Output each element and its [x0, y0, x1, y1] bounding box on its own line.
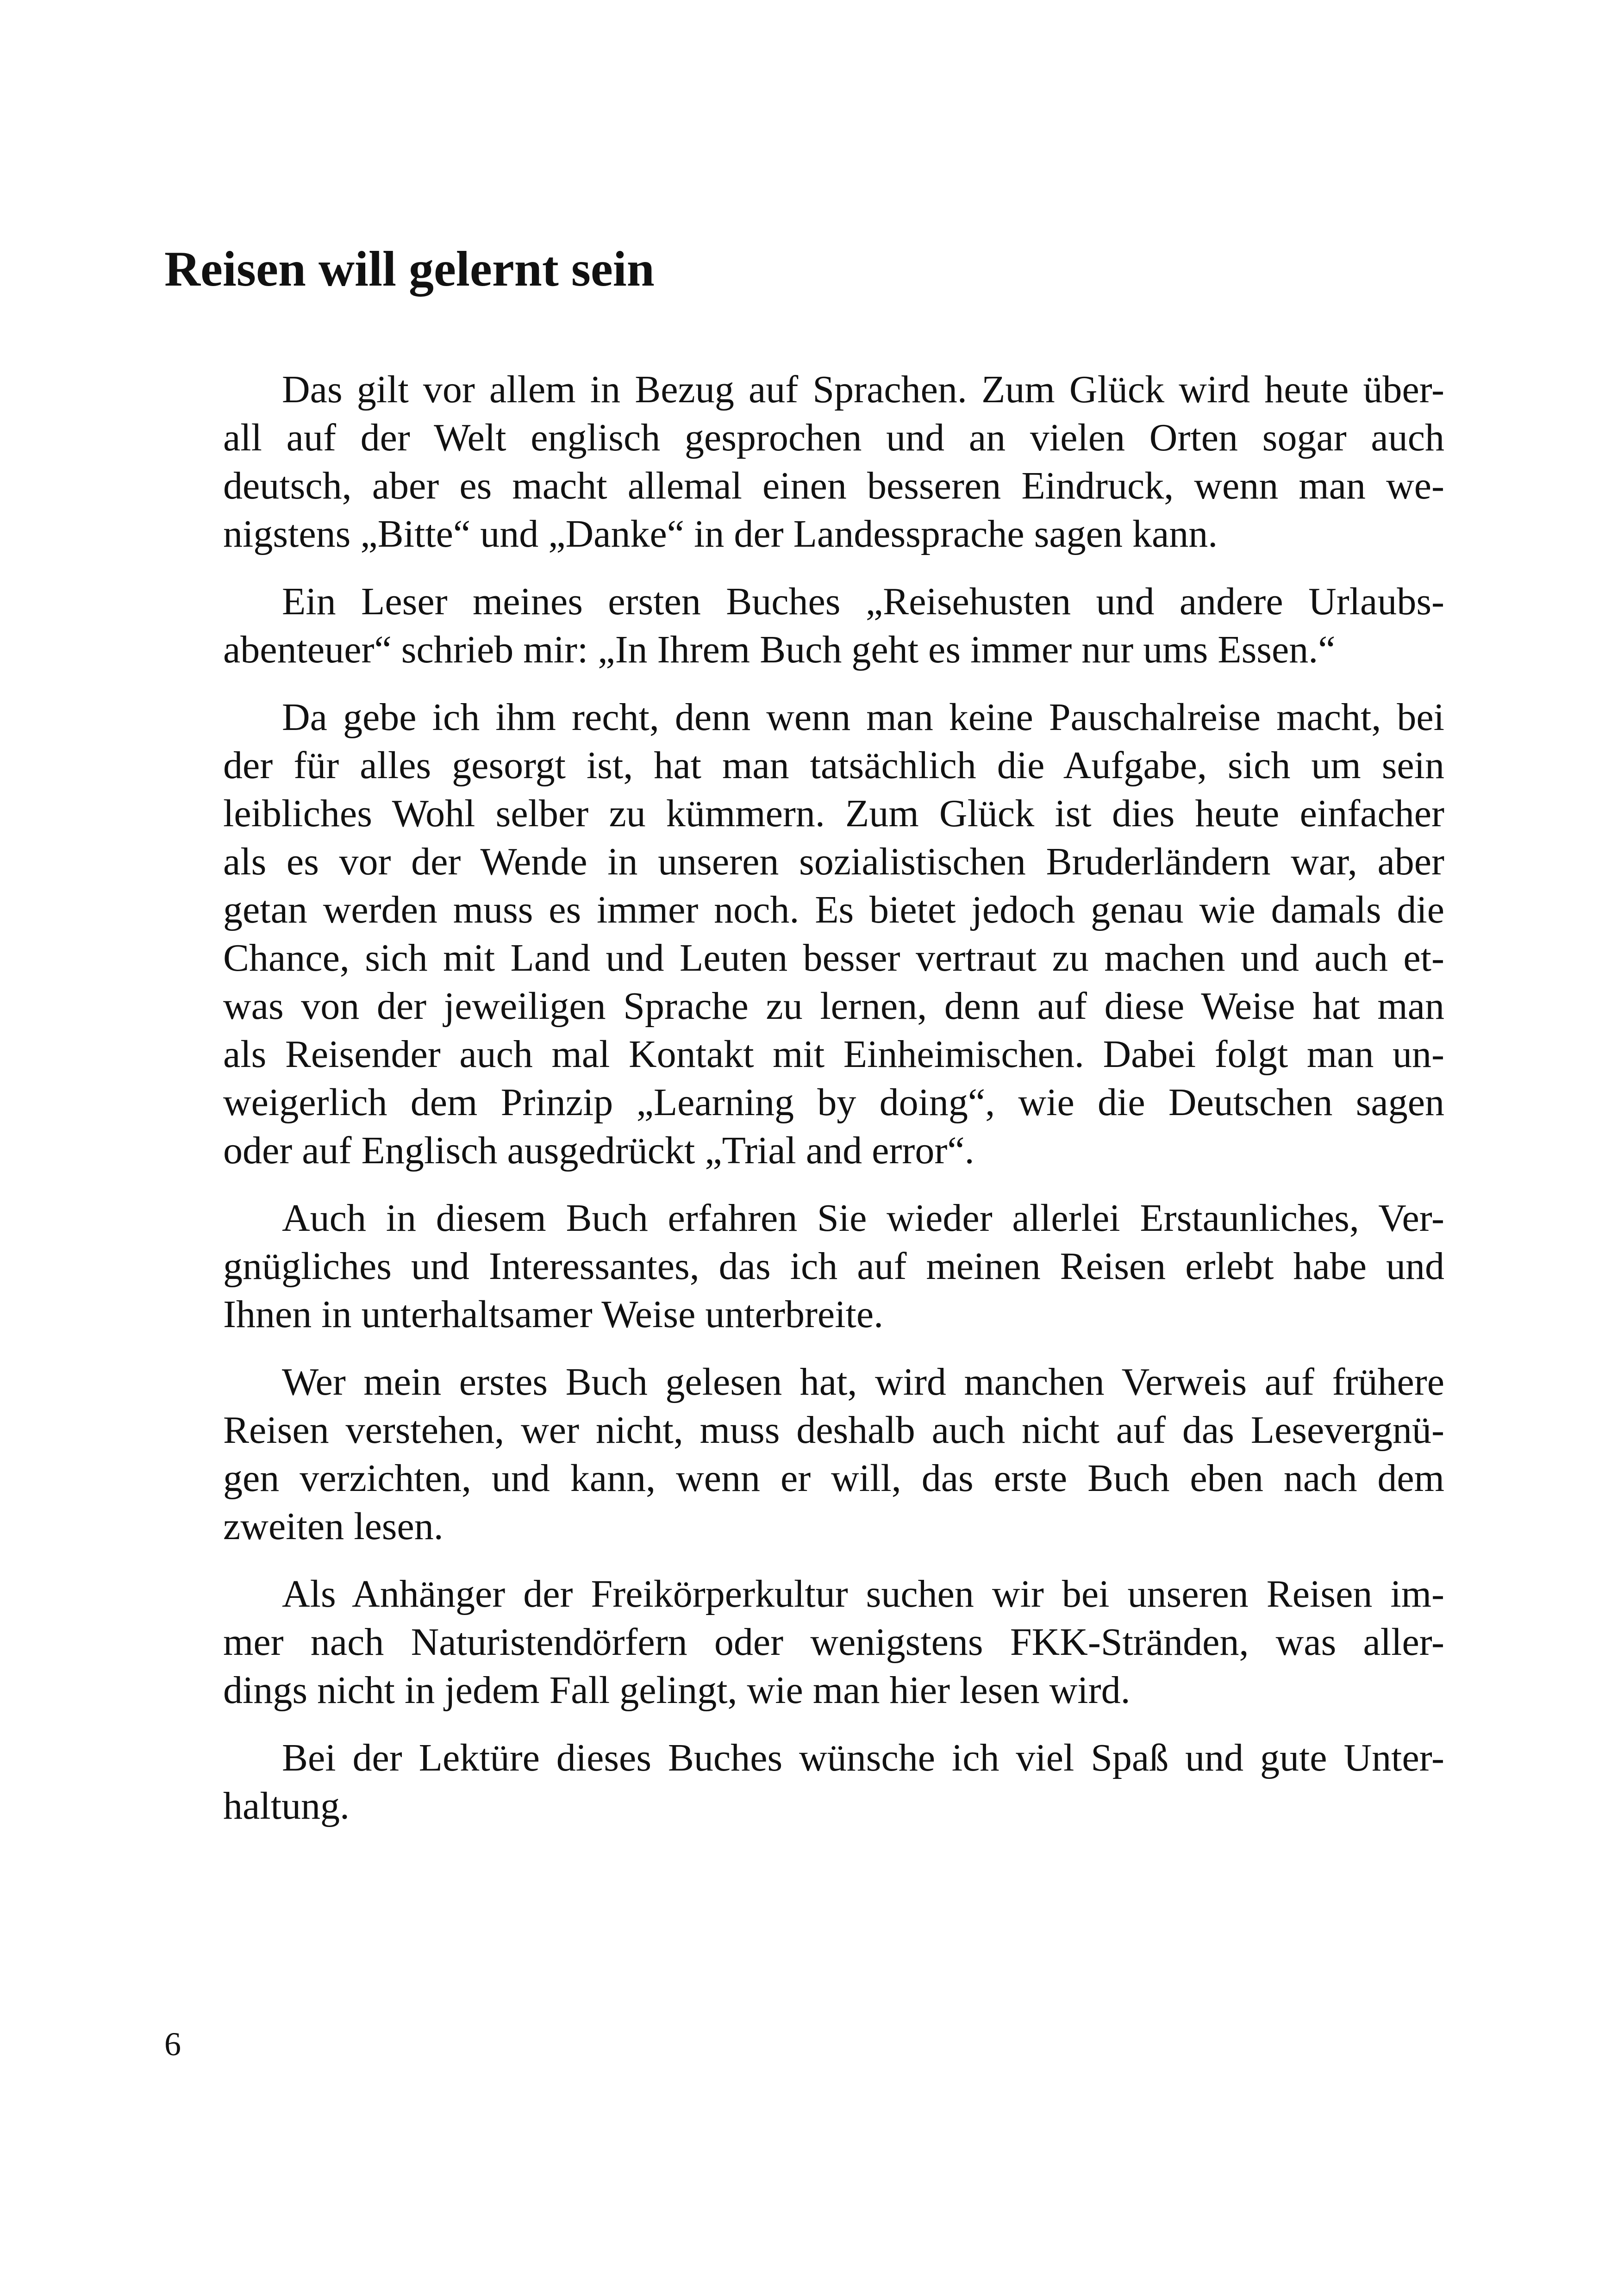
- text-line: der für alles gesorgt ist, hat man tatsächlich die Aufgabe, sich um sein: [223, 744, 1444, 787]
- text-line: Da gebe ich ihm recht, denn wenn man keine Pauschalreise macht, bei: [282, 696, 1444, 739]
- chapter-body: [164, 366, 1444, 1850]
- text-line: getan werden muss es immer noch. Es bietet jedoch genau wie damals die: [223, 888, 1444, 931]
- paragraph-7: [164, 1734, 1444, 1830]
- text-line: deutsch, aber es macht allemal einen besseren Eindruck, wenn man we-: [223, 464, 1444, 507]
- text-line: dings nicht in jedem Fall gelingt, wie man hier lesen wird.: [223, 1669, 1131, 1712]
- text-line: gnügliches und Interessantes, das ich auf meinen Reisen erlebt habe und: [223, 1245, 1444, 1288]
- text-line: mer nach Naturistendörfern oder wenigstens FKK-Stränden, was aller-: [223, 1621, 1444, 1664]
- text-line: Chance, sich mit Land und Leuten besser vertraut zu machen und auch et-: [223, 936, 1444, 979]
- paragraph-6: [164, 1570, 1444, 1715]
- text-line: als es vor der Wende in unseren sozialistischen Bruderländern war, aber: [223, 840, 1444, 883]
- text-line: haltung.: [223, 1784, 350, 1827]
- text-line: nigstens „Bitte“ und „Danke“ in der Landessprache sagen kann.: [223, 512, 1218, 555]
- paragraph-5: [164, 1358, 1444, 1551]
- text-line: was von der jeweiligen Sprache zu lernen, denn auf diese Weise hat man: [223, 985, 1444, 1028]
- text-line: Reisen verstehen, wer nicht, muss deshalb auch nicht auf das Lesevergnü-: [223, 1409, 1444, 1452]
- text-line: abenteuer“ schrieb mir: „In Ihrem Buch geht es immer nur ums Essen.“: [223, 628, 1336, 671]
- text-line: weigerlich dem Prinzip „Learning by doing“, wie die Deutschen sagen: [223, 1081, 1444, 1124]
- paragraph-2: [164, 578, 1444, 674]
- paragraph-3: [164, 693, 1444, 1175]
- text-line: Das gilt vor allem in Bezug auf Sprachen. Zum Glück wird heute über-: [282, 368, 1444, 411]
- text-line: Ein Leser meines ersten Buches „Reisehusten und andere Urlaubs-: [282, 580, 1444, 623]
- text-line: leibliches Wohl selber zu kümmern. Zum Glück ist dies heute einfacher: [223, 792, 1444, 835]
- text-line: als Reisender auch mal Kontakt mit Einheimischen. Dabei folgt man un-: [223, 1033, 1444, 1076]
- text-line: Bei der Lektüre dieses Buches wünsche ich viel Spaß und gute Unter-: [282, 1736, 1444, 1779]
- text-line: Wer mein erstes Buch gelesen hat, wird manchen Verweis auf frühere: [282, 1360, 1444, 1403]
- text-line: zweiten lesen.: [223, 1505, 443, 1548]
- page-number: 6: [164, 2026, 181, 2063]
- text-line: Ihnen in unterhaltsamer Weise unterbreite.: [223, 1293, 884, 1336]
- paragraph-4: [164, 1194, 1444, 1339]
- paragraph-1: [164, 366, 1444, 558]
- text-line: Auch in diesem Buch erfahren Sie wieder allerlei Erstaunliches, Ver-: [282, 1197, 1444, 1240]
- text-line: gen verzichten, und kann, wenn er will, das erste Buch eben nach dem: [223, 1457, 1444, 1500]
- text-line: oder auf Englisch ausgedrückt „Trial and error“.: [223, 1129, 974, 1172]
- text-line: all auf der Welt englisch gesprochen und an vielen Orten sogar auch: [223, 416, 1444, 459]
- text-line: Als Anhänger der Freikörperkultur suchen wir bei unseren Reisen im-: [282, 1572, 1444, 1615]
- chapter-title: Reisen will gelernt sein: [164, 242, 655, 297]
